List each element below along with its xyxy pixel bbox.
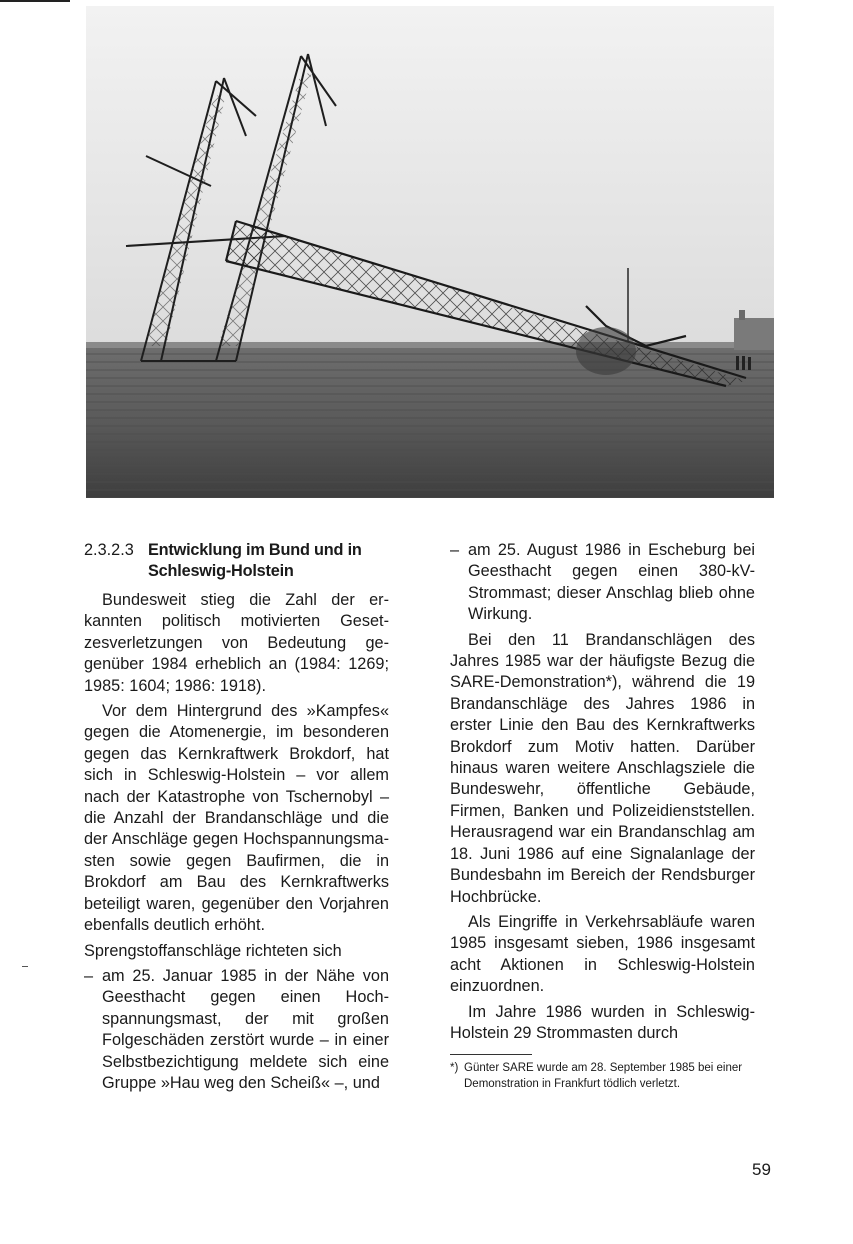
list-item-text: am 25. August 1986 in Escheburg bei Geesthacht gegen einen 380-kV-Strommast; dieser Anschlag blieb ohne Wirkung. bbox=[468, 541, 755, 624]
paragraph: Bundesweit stieg die Zahl der erkannten politisch motivierten Gesetzesverletzungen von Bedeutung gegenüber 1984 erheblich an (1984: 1269; 1985: 1604; 1986: 1918). bbox=[84, 591, 389, 695]
section-title-line2: Schleswig-Holstein bbox=[148, 562, 294, 580]
list-item bbox=[84, 966, 389, 1094]
paragraph: Vor dem Hintergrund des »Kampfes« gegen die Atomenergie, im besonderen gegen das Kernkraftwerk Brokdorf, hat sich in Schleswig-Holstein – vor allem nach der Katastrophe von Tschernobyl – die Anzahl der Brandanschläge und die der Anschläge gegen Hochspannungsmasten sowie gegen Baufirmen, die in Brokdorf am Bau des Kernkraftwerks beteiligt waren, gegenüber den Vorjahren ebenfalls deutlich erhöht. bbox=[84, 702, 389, 935]
paragraph: Im Jahre 1986 wurden in Schleswig-Holstein 29 Strommasten durch bbox=[450, 1002, 755, 1042]
paragraph: Sprengstoffanschläge richteten sich bbox=[84, 941, 342, 960]
top-edge-rule bbox=[0, 0, 70, 2]
footnote-mark: *) bbox=[450, 1062, 459, 1075]
paragraph: Bei den 11 Brandanschlägen des Jahres 1985 war der häufigste Bezug die SARE-Demonstration*), während die 19 Brandanschläge des Jahres 1986 in erster Linie den Bau des Kernkraftwerks Brokdorf zum Motiv hatten. Darüber hinaus waren weitere Anschlagsziele die Bundeswehr, öffentliche Gebäude, Firmen, Banken und Polizeidienststellen. Herausragend war ein Brandanschlag am 18. Juni 1986 auf eine Signalanlage der Bundesbahn im Bereich der Rendsburger Hochbrücke. bbox=[450, 630, 755, 906]
footnote-text: Günter SARE wurde am 28. September 1985 bei einer Demonstration in Frankfurt tödlich verletzt. bbox=[464, 1062, 743, 1090]
paragraph: Als Eingriffe in Verkehrsabläufe waren 1985 insgesamt sieben, 1986 insgesamt acht Aktionen in Schleswig-Holstein einzuordnen. bbox=[450, 912, 755, 996]
footnote bbox=[450, 1061, 755, 1092]
section-number: 2.3.2.3 bbox=[84, 541, 134, 559]
list-item-text: am 25. Januar 1985 in der Nähe von Geesthacht gegen einen Hochspannungsmast, der mit großen Folgeschäden zerstört wurde – in einer Selbstbezichtigung meldete sich eine Gruppe »Hau weg den Scheiß« –, und bbox=[102, 966, 389, 1092]
margin-mark bbox=[22, 966, 28, 967]
section-title bbox=[148, 540, 362, 582]
photo-toppled-pylon bbox=[86, 6, 774, 498]
page-number: 59 bbox=[752, 1160, 771, 1179]
section-heading bbox=[84, 540, 389, 582]
right-column bbox=[450, 540, 755, 1092]
list-dash: – bbox=[84, 966, 94, 985]
section-title-line1: Entwicklung im Bund und in bbox=[148, 541, 362, 559]
footnote-divider bbox=[450, 1054, 532, 1055]
left-column bbox=[84, 540, 389, 1098]
list-dash: – bbox=[450, 541, 460, 559]
list-item bbox=[450, 540, 755, 626]
